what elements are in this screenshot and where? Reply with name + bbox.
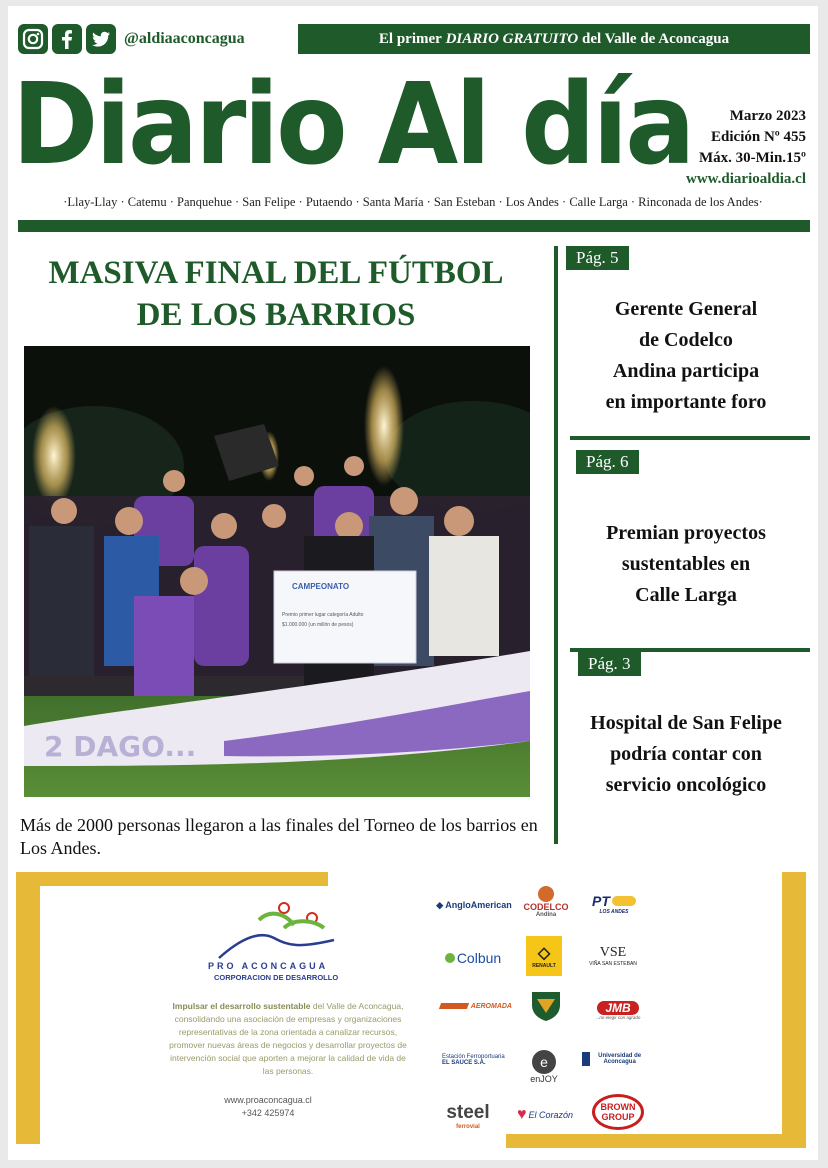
story-line: Gerente General: [614, 298, 758, 320]
universidad-aconcagua-logo: Universidad de Aconcagua: [582, 1046, 646, 1072]
instagram-icon[interactable]: [18, 24, 48, 54]
photo-caption: Más de 2000 personas llegaron a las finales del Torneo de los barrios en Los Andes.: [20, 815, 538, 858]
enjoy-logo: e enJOY: [524, 1042, 564, 1092]
weather-info: Máx. 30-Min.15º: [698, 150, 806, 166]
towns-list: ·Llay-Llay · Catemu · Panquehue · San Felipe · Putaendo · Santa María · San Esteban · Los Andes · Calle Larga · Rinconada de los Andes·: [63, 195, 763, 209]
vina-san-esteban-logo: VSE VIÑA SAN ESTEBAN: [589, 945, 637, 967]
club-shield-logo: [528, 988, 564, 1024]
proaconcagua-logo-icon: [214, 900, 344, 960]
column-divider: [554, 246, 558, 844]
ad-description-rest: del Valle de Aconcagua, consolidando una asociación de empresas y organizaciones representativas de la zona orientada a canalizar recursos, promover nuevas áreas de negocios y desarrollar proyectos de intervención social que aporten a mejorar la calidad de vida de las personas.: [169, 1001, 407, 1076]
sidebar-story-hospital[interactable]: [564, 708, 808, 801]
edition-date: Marzo 2023: [729, 108, 806, 124]
brown-group-logo: BROWN GROUP: [592, 1094, 644, 1130]
jmb-logo: JMB ...no elegir con agrado: [595, 1000, 641, 1020]
el-corazon-logo: ♥ El Corazón: [516, 1106, 574, 1123]
slogan-emphasis: DIARIO GRATUITO: [445, 30, 579, 47]
ad-frame-right: [782, 872, 806, 1148]
story-line: en importante foro: [605, 391, 767, 413]
headline-line-1: MASIVA FINAL DEL FÚTBOL: [48, 255, 504, 291]
story-line: Calle Larga: [635, 584, 737, 606]
slogan-bar: [298, 24, 810, 54]
header-divider: [18, 220, 810, 232]
ad-frame-top: [16, 872, 328, 886]
ad-frame-bottom: [506, 1134, 806, 1148]
social-handle[interactable]: @aldiaaconcagua: [124, 30, 245, 47]
story-line: servicio oncológico: [605, 774, 767, 796]
pt-los-andes-logo: PT LOS ANDES: [584, 886, 644, 922]
ad-description: [168, 1000, 408, 1078]
edition-info: [686, 106, 806, 190]
story-line: sustentables en: [621, 553, 751, 575]
main-story-photo: [24, 346, 530, 797]
ad-org-subtitle: CORPORACION DE DESARROLLO: [214, 973, 339, 982]
ad-contact: [208, 1094, 328, 1120]
ad-website[interactable]: www.proaconcagua.cl: [224, 1095, 312, 1105]
story-line: Hospital de San Felipe: [590, 712, 782, 734]
ad-org-name: PRO ACONCAGUA: [208, 961, 329, 971]
page-tag-6[interactable]: Pág. 6: [576, 450, 639, 474]
ad-description-bold: Impulsar el desarrollo sustentable: [172, 1001, 311, 1011]
renault-logo: ◇ RENAULT: [526, 936, 562, 976]
slogan-post: del Valle de Aconcagua: [581, 30, 730, 47]
el-sauce-logo: Estación Ferroportuaria EL SAUCE S.A.: [442, 1054, 505, 1066]
facebook-icon[interactable]: [52, 24, 82, 54]
ad-phone: +342 425974: [241, 1108, 295, 1118]
story-line: Andina participa: [612, 360, 760, 382]
slogan-pre: El primer: [378, 30, 442, 47]
story-line: de Codelco: [639, 329, 733, 351]
page-tag-5[interactable]: Pág. 5: [566, 246, 629, 270]
angloamerican-logo: ◆ AngloAmerican: [436, 899, 512, 910]
social-links: [18, 24, 116, 54]
masthead-title: Diario Al día: [12, 58, 693, 191]
twitter-icon[interactable]: [86, 24, 116, 54]
check-line-2: $1.000.000 (un millón de pesos): [282, 622, 354, 628]
newspaper-front-page: [8, 6, 818, 1160]
main-headline[interactable]: [20, 252, 532, 336]
ad-frame-left: [16, 872, 40, 1144]
page-tag-3[interactable]: Pág. 3: [578, 652, 641, 676]
headline-line-2: DE LOS BARRIOS: [136, 297, 416, 333]
aeromada-logo: AEROMADA: [440, 996, 512, 1016]
story-line: podría contar con: [610, 743, 762, 765]
sidebar-story-premian[interactable]: [564, 518, 808, 611]
edition-number: Edición Nº 455: [711, 129, 806, 145]
check-line-1: Premio primer lugar categoría Adulto: [282, 612, 364, 618]
sidebar-divider-1: [570, 436, 810, 440]
website-link[interactable]: www.diarioaldia.cl: [685, 171, 806, 187]
codelco-logo: CODELCO Andina: [516, 878, 576, 926]
story-line: Premian proyectos: [606, 522, 766, 544]
sidebar-story-codelco[interactable]: [564, 294, 808, 418]
check-title: CAMPEONATO: [292, 582, 350, 591]
celebration-photo-illustration: [24, 346, 530, 797]
colbun-logo: Colbun: [438, 946, 508, 970]
banner-text: 2 DAGO...: [44, 730, 197, 763]
steel-logo: steel ferrovial: [446, 1102, 490, 1130]
